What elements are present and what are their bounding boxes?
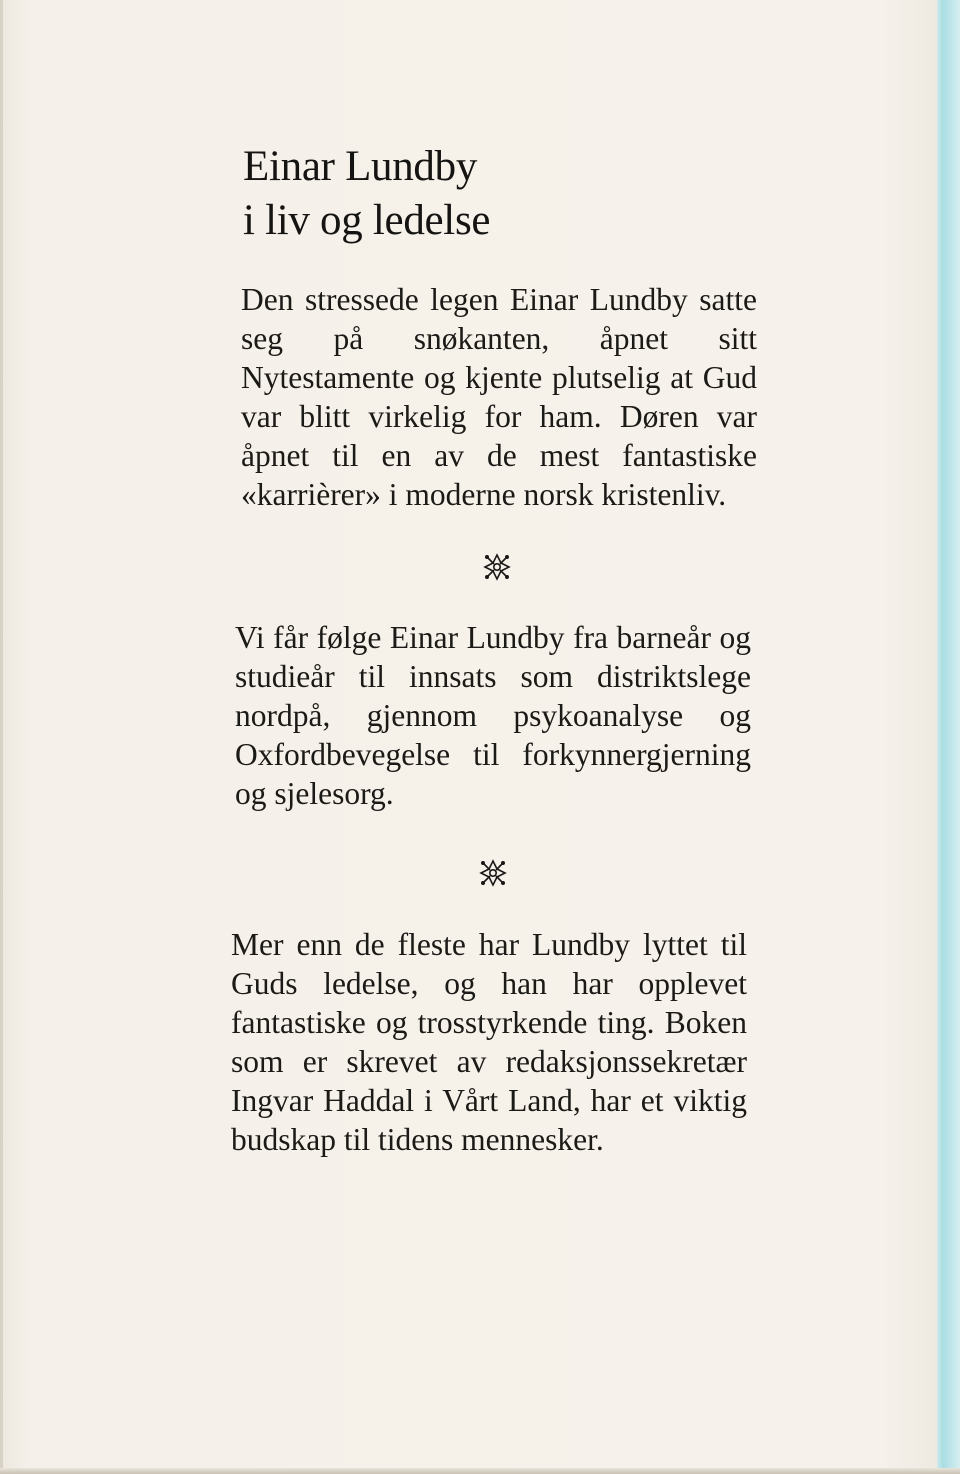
title-line-2: i liv og ledelse (243, 197, 491, 244)
blurb-paragraph-3: Mer enn de fleste har Lundby lyttet til Guds ledelse, og han har opplevet fantastiske og trosstyrkende ting. Boken som er skrevet av redaksjonssekretær Ingvar Haddal i Vårt Land, har et viktig budskap til tidens mennesker. (231, 927, 747, 1157)
blurb-paragraph-1: Den stressede legen Einar Lundby satte seg på snøkanten, åpnet sitt Nytestamente og kjente plutselig at Gud var blitt virkelig for ham. Døren var åpnet til en av de mest fantastiske «karrièrer» i moderne norsk kristenliv. (241, 282, 757, 512)
book-spine-edge (937, 0, 960, 1474)
book-title (243, 140, 490, 248)
blurb-paragraph-2: Vi får følge Einar Lundby fra barneår og studieår til innsats som distriktslege nordpå, gjennom psykoanalyse og Oxfordbevegelse til forkynnergjerning og sjelesorg. (235, 620, 751, 811)
cover-left-edge (0, 0, 3, 1474)
title-line-1: Einar Lundby (243, 143, 478, 190)
cover-bottom-edge (0, 1468, 960, 1474)
fleuron-ornament-icon (482, 552, 512, 582)
fleuron-ornament-icon (478, 858, 508, 888)
